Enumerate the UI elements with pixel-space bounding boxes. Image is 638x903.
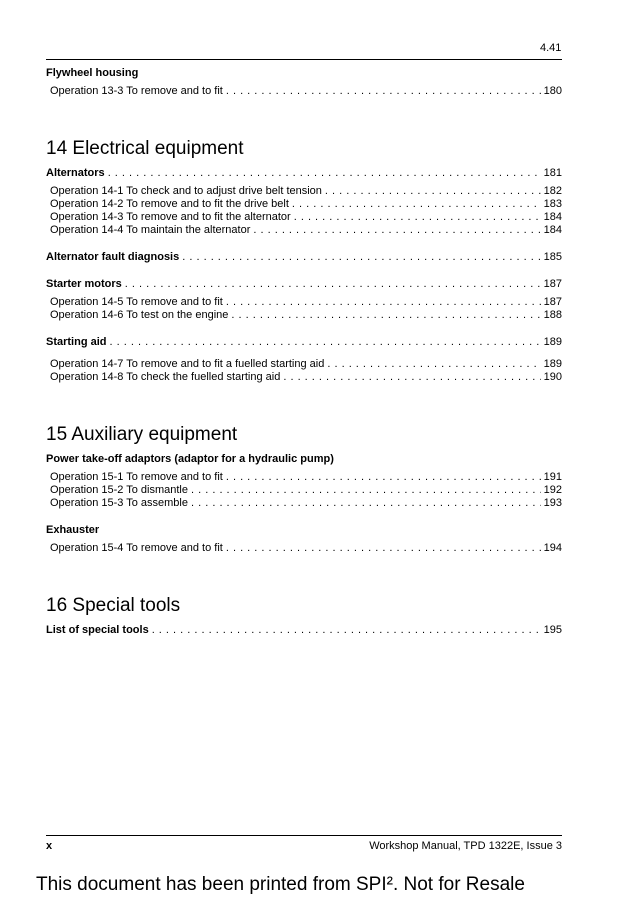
toc-entry-page: 187 [543, 296, 562, 308]
toc-entry[interactable] [46, 497, 562, 510]
chapter-title: 15 Auxiliary equipment [46, 424, 238, 445]
toc-entry-label: Operation 14-4 To maintain the alternator [50, 224, 251, 236]
toc-entry-label: Operation 15-2 To dismantle [50, 484, 188, 496]
toc-entry-page: 191 [543, 471, 562, 483]
dot-leader [325, 185, 541, 198]
dot-leader [191, 497, 541, 510]
toc-entry-label: Operation 15-3 To assemble [50, 497, 188, 509]
toc-entry-label: Operation 15-4 To remove and to fit [50, 542, 223, 554]
toc-group-flywheel-housing [46, 66, 562, 98]
dot-leader [226, 542, 541, 555]
toc-group-alternators[interactable] [46, 166, 562, 180]
toc-entry-page: 192 [543, 484, 562, 496]
group-page: 185 [543, 251, 562, 263]
toc-group-starter-motors[interactable] [46, 277, 562, 291]
group-title: Flywheel housing [46, 67, 139, 79]
toc-entry-page: 194 [543, 542, 562, 554]
toc-entry-page: 188 [543, 309, 562, 321]
toc-entry-label: Operation 15-1 To remove and to fit [50, 471, 223, 483]
dot-leader [327, 358, 540, 371]
dot-leader [253, 224, 540, 237]
toc-entry[interactable] [46, 471, 562, 484]
toc-entry-page: 190 [543, 371, 562, 383]
group-title: Alternators [46, 167, 105, 179]
dot-leader [226, 296, 541, 309]
group-page: 189 [543, 336, 562, 348]
group-title: Starter motors [46, 278, 122, 290]
group-title: Alternator fault diagnosis [46, 251, 180, 263]
chapter-title: 14 Electrical equipment [46, 138, 244, 159]
dot-leader [283, 371, 540, 384]
toc-group-alternator-fault-diagnosis[interactable] [46, 250, 562, 264]
footer-rule [46, 835, 562, 836]
dot-leader [182, 250, 540, 264]
toc-entry-page: 183 [543, 198, 562, 210]
table-of-contents [46, 66, 562, 637]
toc-entry-page: 184 [543, 224, 562, 236]
toc-entry-page: 193 [543, 497, 562, 509]
footer-manual-title: Workshop Manual, TPD 1322E, Issue 3 [369, 840, 562, 852]
chapter-title: 16 Special tools [46, 595, 181, 616]
toc-entry[interactable] [46, 358, 562, 371]
toc-entry-label: Operation 13-3 To remove and to fit [50, 85, 223, 97]
dot-leader [226, 85, 541, 98]
toc-entry-label: Operation 14-1 To check and to adjust drive belt tension [50, 185, 322, 197]
group-title: List of special tools [46, 624, 149, 636]
toc-entry-page: 180 [543, 85, 562, 97]
toc-entry-label: Operation 14-7 To remove and to fit a fuelled starting aid [50, 358, 325, 370]
dot-leader [292, 198, 541, 211]
toc-entry[interactable] [46, 309, 562, 322]
toc-entry-label: Operation 14-2 To remove and to fit the drive belt [50, 198, 289, 210]
toc-entry[interactable] [46, 296, 562, 309]
group-page: 181 [543, 167, 562, 179]
dot-leader [191, 484, 541, 497]
footer-page-number: x [46, 840, 53, 852]
group-page: 195 [543, 624, 562, 636]
dot-leader [125, 277, 541, 291]
toc-entry-page: 182 [543, 185, 562, 197]
header-rule [46, 59, 562, 60]
dot-leader [108, 166, 541, 180]
group-title: Exhauster [46, 524, 100, 536]
toc-entry-label: Operation 14-5 To remove and to fit [50, 296, 223, 308]
toc-entry-label: Operation 14-3 To remove and to fit the alternator [50, 211, 291, 223]
toc-entry[interactable] [46, 542, 562, 555]
print-notice: This document has been printed from SPI². Not for Resale [36, 874, 525, 895]
toc-entry[interactable] [46, 484, 562, 497]
toc-entry[interactable] [46, 185, 562, 198]
toc-entry[interactable] [46, 211, 562, 224]
dot-leader [110, 335, 541, 349]
dot-leader [231, 309, 540, 322]
toc-entry[interactable] [46, 85, 562, 98]
toc-entry-page: 184 [543, 211, 562, 223]
page-number: 4.41 [540, 42, 562, 54]
dot-leader [294, 211, 541, 224]
dot-leader [152, 623, 541, 637]
group-title: Starting aid [46, 336, 107, 348]
toc-group-list-of-special-tools[interactable] [46, 623, 562, 637]
toc-entry[interactable] [46, 371, 562, 384]
toc-entry-label: Operation 14-6 To test on the engine [50, 309, 229, 321]
toc-entry-label: Operation 14-8 To check the fuelled starting aid [50, 371, 281, 383]
toc-entry-page: 189 [543, 358, 562, 370]
toc-group-starting-aid[interactable] [46, 335, 562, 349]
group-title: Power take-off adaptors (adaptor for a hydraulic pump) [46, 453, 334, 465]
dot-leader [226, 471, 541, 484]
toc-entry[interactable] [46, 198, 562, 211]
group-page: 187 [543, 278, 562, 290]
toc-entry[interactable] [46, 224, 562, 237]
